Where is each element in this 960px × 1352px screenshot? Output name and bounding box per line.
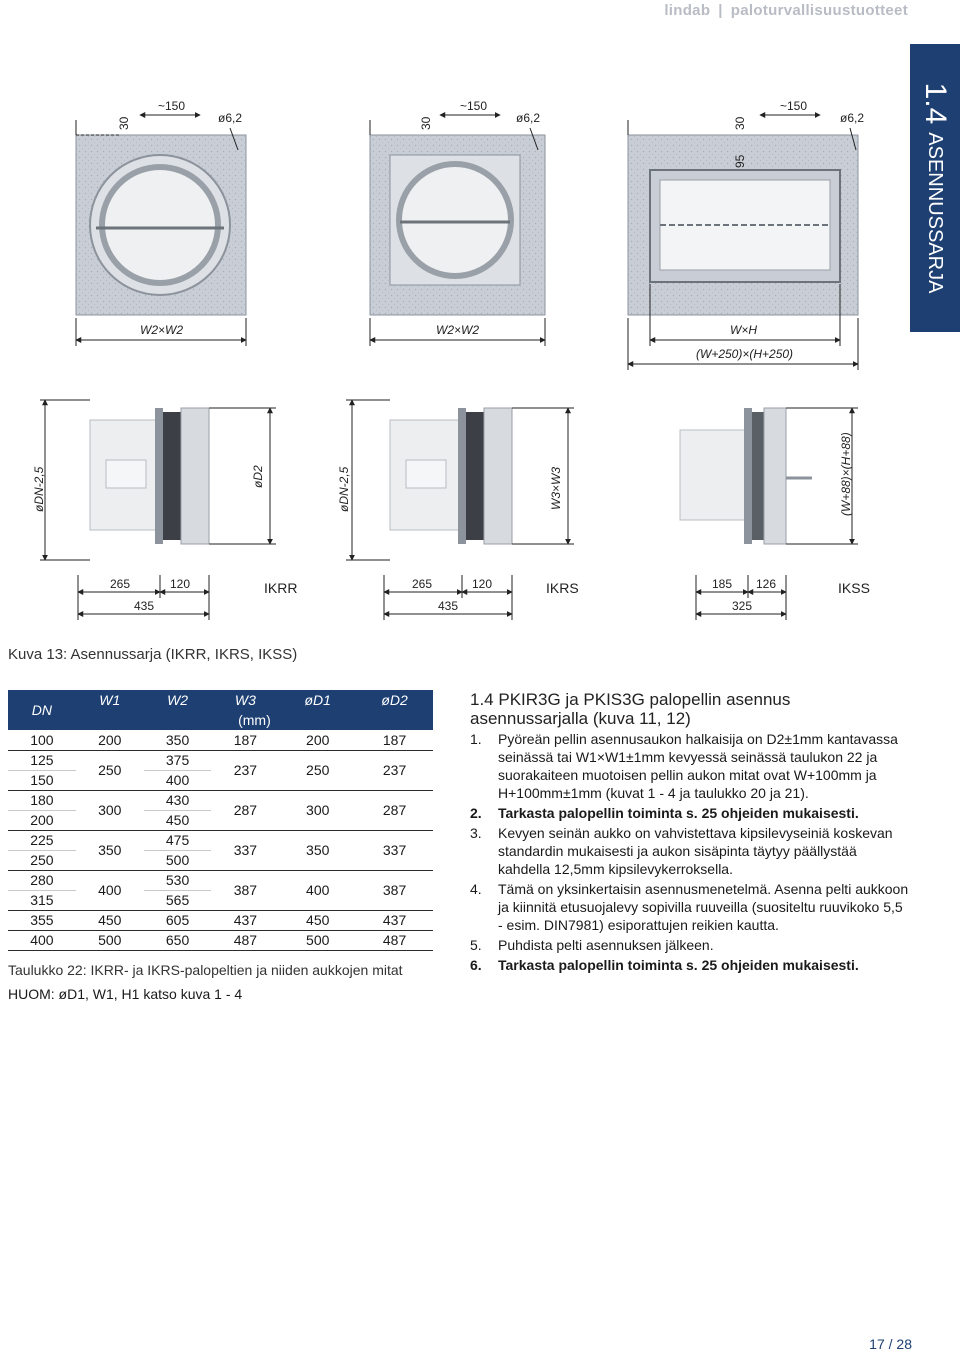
cell-w1: 250: [76, 750, 144, 790]
top3-dim-hole: ø6,2: [840, 111, 865, 125]
side3-dim-total: 325: [732, 599, 753, 613]
cell-w2: 400: [144, 770, 212, 790]
table-row: [8, 870, 433, 890]
cell-w2: 500: [144, 850, 212, 870]
col-header-d1: øD1: [279, 690, 356, 710]
side2-dim-total: 435: [438, 599, 459, 613]
cell-d2: 287: [356, 790, 433, 830]
step-item: [470, 730, 910, 802]
cell-w3: 337: [211, 830, 279, 870]
cell-dn: 125: [8, 750, 76, 770]
side-view-ikrs: [337, 400, 579, 620]
side1-dim-right: øD2: [251, 465, 265, 488]
side3-dim-right: (W+88)×(H+88): [839, 432, 853, 516]
side1-dim-a: 265: [110, 577, 131, 591]
cell-d1: 450: [279, 910, 356, 930]
cell-dn: 280: [8, 870, 76, 890]
cell-w2: 605: [144, 910, 212, 930]
side1-model-name: IKRR: [264, 580, 298, 596]
top2-dim-bottom: W2×W2: [436, 323, 480, 337]
cell-d2: 387: [356, 870, 433, 910]
cell-w2: 375: [144, 750, 212, 770]
step-item: [470, 804, 910, 822]
top2-dim-hole: ø6,2: [516, 111, 541, 125]
step-text: Tarkasta palopellin toiminta s. 25 ohjeiden mukaisesti.: [498, 957, 859, 973]
cell-w2: 475: [144, 830, 212, 850]
side2-dim-left: øDN-2,5: [337, 466, 351, 512]
side3-dim-a: 185: [712, 577, 733, 591]
cell-w2: 650: [144, 930, 212, 950]
cell-w1: 350: [76, 830, 144, 870]
page-number: 17 / 28: [869, 1336, 912, 1352]
cell-d1: 250: [279, 750, 356, 790]
header-section: paloturvallisuustuotteet: [730, 2, 908, 19]
cell-dn: 315: [8, 890, 76, 910]
cell-dn: 100: [8, 730, 76, 750]
cell-d2: 437: [356, 910, 433, 930]
cell-w1: 500: [76, 930, 144, 950]
step-number: 3.: [470, 825, 482, 841]
cell-dn: 150: [8, 770, 76, 790]
step-number: 6.: [470, 957, 482, 973]
side1-dim-total: 435: [134, 599, 155, 613]
section-title: 1.4 PKIR3G ja PKIS3G palopellin asennus asennussarjalla (kuva 11, 12): [470, 690, 791, 728]
top3-dim-95: 95: [733, 154, 747, 168]
unit-label: (mm): [76, 710, 433, 730]
side-view-ikrr: [32, 400, 297, 620]
table-row: [8, 930, 433, 950]
cell-d2: 487: [356, 930, 433, 950]
top3-dim-150: ~150: [780, 99, 808, 113]
cell-d1: 350: [279, 830, 356, 870]
dimension-table: [8, 690, 433, 951]
col-header-d2: øD2: [356, 690, 433, 710]
cell-w3: 237: [211, 750, 279, 790]
installation-kit-drawings: [0, 0, 960, 640]
installation-steps: [470, 730, 910, 976]
step-text: Pyöreän pellin asennusaukon halkaisija on D2±1mm kantavassa seinässä tai W1×W1±1mm kevyessä seinässä taulukon 22 ja suorakaiteen muotoisen pellin aukon mitat ovat W+100mm ja H+100mm±1mm (kuvat 1 - 4 ja taulukko 20 ja 21).: [498, 731, 898, 801]
table-row: [8, 750, 433, 770]
cell-d2: 187: [356, 730, 433, 750]
top2-dim-30: 30: [419, 116, 433, 130]
step-number: 1.: [470, 731, 482, 747]
cell-d1: 500: [279, 930, 356, 950]
side2-dim-b: 120: [472, 577, 493, 591]
cell-dn: 200: [8, 810, 76, 830]
cell-w2: 530: [144, 870, 212, 890]
cell-w2: 565: [144, 890, 212, 910]
cell-w3: 437: [211, 910, 279, 930]
cell-dn: 225: [8, 830, 76, 850]
cell-w1: 300: [76, 790, 144, 830]
cell-w1: 450: [76, 910, 144, 930]
top3-dim-bottom2: (W+250)×(H+250): [696, 347, 794, 361]
side2-dim-a: 265: [412, 577, 433, 591]
cell-w1: 200: [76, 730, 144, 750]
side2-model-name: IKRS: [546, 580, 579, 596]
brand-name: lindab: [664, 2, 711, 19]
cell-d1: 200: [279, 730, 356, 750]
side-tab-title: ASENNUSSARJA: [924, 132, 946, 294]
cell-w1: 400: [76, 870, 144, 910]
step-item: [470, 880, 910, 934]
table-row: [8, 790, 433, 810]
cell-w2: 350: [144, 730, 212, 750]
cell-dn: 250: [8, 850, 76, 870]
table-caption: Taulukko 22: IKRR- ja IKRS-palopeltien ja niiden aukkojen mitat: [8, 962, 403, 978]
step-item: [470, 824, 910, 878]
table-row: [8, 910, 433, 930]
figure-caption: Kuva 13: Asennussarja (IKRR, IKRS, IKSS): [8, 646, 298, 663]
cell-w3: 187: [211, 730, 279, 750]
top3-dim-bottom: W×H: [730, 323, 757, 337]
side-view-ikss: [680, 408, 870, 620]
step-number: 5.: [470, 937, 482, 953]
step-item: [470, 936, 910, 954]
col-header-w3: W3: [211, 690, 279, 710]
step-text: Kevyen seinän aukko on vahvistettava kipsilevyseiniä koskevan standardin mukaisesti ja aukon sisäpinta täytyy päällystää kahdella 12,5mm kipsilevykerroksella.: [498, 825, 893, 877]
step-text: Tämä on yksinkertaisin asennusmenetelmä. Asenna pelti aukkoon ja kiinnitä etusuojalevy sopivilla ruuveilla (suositeltu ruuvikoko 5,5 - esim. DIN7981) esiporattujen reikien kautta.: [498, 881, 909, 933]
cell-dn: 400: [8, 930, 76, 950]
table-note: HUOM: øD1, W1, H1 katso kuva 1 - 4: [8, 986, 243, 1002]
side-tab-number: 1.4: [919, 82, 952, 125]
top1-dim-bottom: W2×W2: [140, 323, 184, 337]
col-header-w1: W1: [76, 690, 144, 710]
cell-d1: 400: [279, 870, 356, 910]
top-view-ikrr: [76, 99, 246, 346]
cell-d2: 237: [356, 750, 433, 790]
top1-dim-hole: ø6,2: [218, 111, 243, 125]
side2-dim-right: W3×W3: [549, 466, 563, 510]
cell-w3: 387: [211, 870, 279, 910]
cell-dn: 180: [8, 790, 76, 810]
top2-dim-150: ~150: [460, 99, 488, 113]
cell-d1: 300: [279, 790, 356, 830]
cell-dn: 355: [8, 910, 76, 930]
side1-dim-b: 120: [170, 577, 191, 591]
cell-d2: 337: [356, 830, 433, 870]
col-header-w2: W2: [144, 690, 212, 710]
cell-w2: 430: [144, 790, 212, 810]
step-text: Tarkasta palopellin toiminta s. 25 ohjeiden mukaisesti.: [498, 805, 859, 821]
table-row: [8, 830, 433, 850]
cell-w3: 287: [211, 790, 279, 830]
top1-dim-150: ~150: [158, 99, 186, 113]
step-item: [470, 956, 910, 974]
side1-dim-left: øDN-2,5: [32, 466, 46, 512]
col-header-dn: DN: [8, 690, 76, 730]
top3-dim-30: 30: [733, 116, 747, 130]
top-view-ikrs: [370, 99, 545, 346]
top-view-ikss: [628, 99, 864, 370]
table-row: [8, 730, 433, 750]
step-number: 4.: [470, 881, 482, 897]
step-number: 2.: [470, 805, 482, 821]
cell-w2: 450: [144, 810, 212, 830]
side3-model-name: IKSS: [838, 580, 870, 596]
header-separator: |: [718, 2, 723, 19]
top1-dim-30: 30: [117, 116, 131, 130]
cell-w3: 487: [211, 930, 279, 950]
side3-dim-b: 126: [756, 577, 777, 591]
step-text: Puhdista pelti asennuksen jälkeen.: [498, 937, 714, 953]
